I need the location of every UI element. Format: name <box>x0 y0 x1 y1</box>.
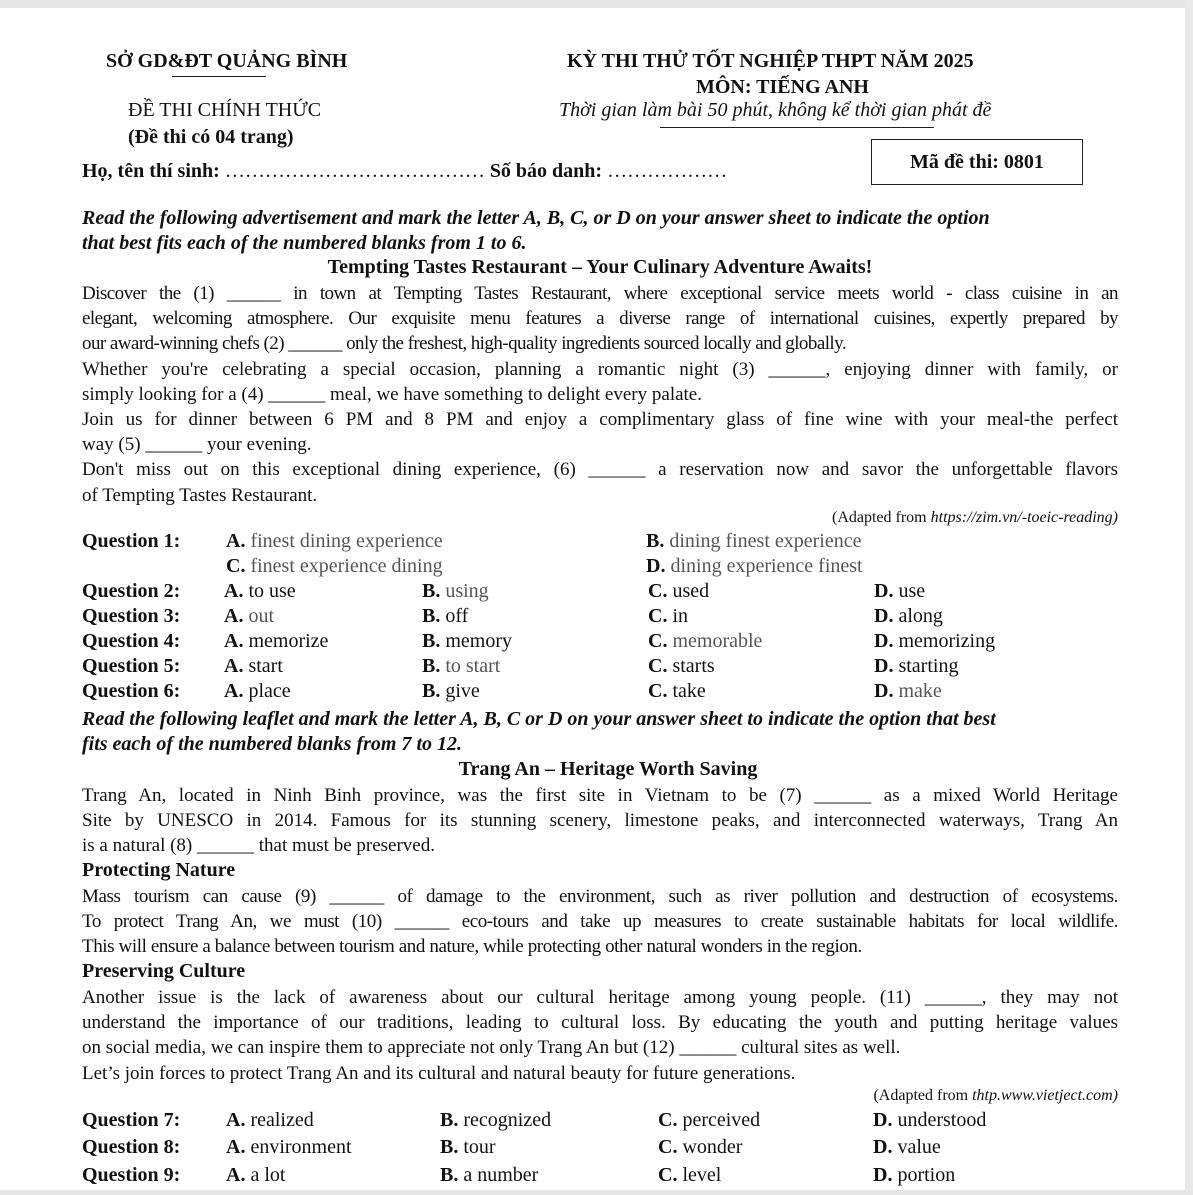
question-label: Question 3: <box>82 605 181 627</box>
option-b: B. memory <box>422 630 512 652</box>
section1-source <box>832 509 1118 527</box>
nature-paragraph <box>82 884 1118 960</box>
exam-code-box <box>871 139 1083 185</box>
leaflet-line: This will ensure a balance between tourism and nature, while protecting other natural wonders in the region. <box>82 936 862 958</box>
option-a: A. to use <box>224 580 296 602</box>
section1-title: Tempting Tastes Restaurant – Your Culinary Adventure Awaits! <box>327 256 873 278</box>
option-c: C. finest experience dining <box>226 555 443 577</box>
section2-instruction <box>82 707 1092 757</box>
option-d: D. value <box>873 1136 941 1158</box>
question-label: Question 5: <box>82 655 181 677</box>
option-b: B. to start <box>422 655 501 677</box>
option-a: A. environment <box>226 1136 352 1158</box>
question-label: Question 8: <box>82 1136 181 1158</box>
leaflet-line: Mass tourism can cause (9) ______ of damage to the environment, such as river pollution and destruction of ecosystems. <box>82 886 1118 907</box>
culture-paragraph <box>82 985 1118 1086</box>
time-note: Thời gian làm bài 50 phút, không kể thời gian phát đề <box>559 99 992 121</box>
option-c: C. perceived <box>658 1109 761 1131</box>
option-d: D. dining experience finest <box>646 555 863 577</box>
source-prefix: (Adapted from <box>873 1087 973 1104</box>
option-a: A. realized <box>226 1109 314 1131</box>
question-row-continued <box>82 555 1122 580</box>
ad-line: simply looking for a (4) ______ meal, we have something to delight every palate. <box>82 383 702 405</box>
leaflet-line: Another issue is the lack of awareness about our cultural heritage among young people. (11) ______, they may not <box>82 987 1118 1008</box>
option-c: C. in <box>648 605 689 627</box>
question-label: Question 9: <box>82 1164 181 1186</box>
leaflet-line: Trang An, located in Ninh Binh province, was the first site in Vietnam to be (7) ______ as a mixed World Heritage <box>82 785 1118 806</box>
leaflet-line: on social media, we can inspire them to appreciate not only Trang An but (12) ______ cultural sites as well. <box>82 1037 901 1059</box>
window-bottom-border <box>0 1190 1193 1195</box>
name-dots: ………………………………… <box>224 160 485 182</box>
exam-title: KỲ THI THỬ TỐT NGHIỆP THPT NĂM 2025 <box>567 50 974 72</box>
option-a: A. memorize <box>224 630 329 652</box>
name-label: Họ, tên thí sinh: <box>82 160 220 182</box>
leaflet-line: Let’s join forces to protect Trang An and its cultural and natural beauty for future generations. <box>82 1062 796 1084</box>
option-d: D. memorizing <box>874 630 996 652</box>
question-label: Question 1: <box>82 530 181 552</box>
option-c: C. wonder <box>658 1136 743 1158</box>
leaflet-line: understand the importance of our traditions, leading to cultural loss. By educating the youth and putting heritage values <box>82 1012 1118 1034</box>
option-d: D. make <box>874 680 942 702</box>
official-label: ĐỀ THI CHÍNH THỨC <box>128 99 322 121</box>
option-d: D. understood <box>873 1109 987 1131</box>
source-prefix: (Adapted from <box>831 509 931 526</box>
question-label: Question 6: <box>82 680 181 702</box>
option-b: B. recognized <box>440 1109 552 1131</box>
question-label: Question 4: <box>82 630 181 652</box>
option-d: D. starting <box>874 655 959 677</box>
question-row <box>82 605 1122 630</box>
leaflet-line: is a natural (8) ______ that must be preserved. <box>82 835 435 857</box>
dept-underline <box>172 76 266 77</box>
sbd-dots: ……………… <box>607 160 728 182</box>
dept-name: SỞ GD&ĐT QUẢNG BÌNH <box>106 50 348 72</box>
option-c: C. memorable <box>648 630 763 652</box>
ad-line: Don't miss out on this exceptional dining experience, (6) ______ a reservation now and savor the unforgettable flavors <box>82 459 1118 481</box>
heading-preserving-culture: Preserving Culture <box>82 960 246 982</box>
subject: MÔN: TIẾNG ANH <box>696 76 869 98</box>
option-d: D. along <box>874 605 943 627</box>
option-d: D. portion <box>873 1164 956 1186</box>
option-b: B. a number <box>440 1164 539 1186</box>
option-a: A. start <box>224 655 283 677</box>
heading-protecting-nature: Protecting Nature <box>82 859 236 881</box>
leaflet-line: Site by UNESCO in 2014. Famous for its stunning scenery, limestone peaks, and interconnected waterways, Trang An <box>82 810 1118 832</box>
section2-instruction-line: Read the following leaflet and mark the letter A, B, C or D on your answer sheet to indicate the option that best <box>82 708 996 730</box>
question-label: Question 2: <box>82 580 181 602</box>
option-a: A. place <box>224 680 291 702</box>
source-url: https://zim.vn/-toeic-reading) <box>930 509 1118 526</box>
option-c: C. starts <box>648 655 715 677</box>
option-b: B. off <box>422 605 469 627</box>
window-right-border <box>1185 0 1193 1195</box>
ad-line: of Tempting Tastes Restaurant. <box>82 484 318 506</box>
option-a: A. a lot <box>226 1164 286 1186</box>
option-a: A. finest dining experience <box>226 530 443 552</box>
option-d: D. use <box>874 580 926 602</box>
exam-code: Mã đề thi: 0801 <box>910 151 1044 173</box>
window-top-border <box>0 0 1193 8</box>
restaurant-advertisement <box>82 281 1118 508</box>
section2-instruction-line: fits each of the numbered blanks from 7 to 12. <box>82 733 463 755</box>
question-label: Question 7: <box>82 1109 181 1131</box>
option-b: B. dining finest experience <box>646 530 862 552</box>
question-row <box>82 1109 1122 1134</box>
question-row <box>82 680 1122 705</box>
option-a: A. out <box>224 605 275 627</box>
section2-source <box>873 1087 1118 1105</box>
pages-note: (Đề thi có 04 trang) <box>128 126 294 148</box>
question-row <box>82 1136 1122 1161</box>
section1-instruction-line: Read the following advertisement and mark the letter A, B, C, or D on your answer sheet to indicate the option <box>82 207 990 229</box>
section2-title: Trang An – Heritage Worth Saving <box>458 758 758 780</box>
question-row <box>82 655 1122 680</box>
time-underline <box>660 127 934 128</box>
option-c: C. take <box>648 680 706 702</box>
question-row <box>82 530 1122 555</box>
option-b: B. give <box>422 680 480 702</box>
trang-an-intro <box>82 783 1118 859</box>
leaflet-line: To protect Trang An, we must (10) ______ eco-tours and take up measures to create sustainable habitats for local wildlife. <box>82 911 1118 933</box>
sbd-label: Số báo danh: <box>489 160 603 182</box>
section1-instruction-line: that best fits each of the numbered blanks from 1 to 6. <box>82 232 527 254</box>
ad-line: Whether you're celebrating a special occasion, planning a romantic night (3) ______, enjoying dinner with family, or <box>82 358 1118 380</box>
question-row <box>82 630 1122 655</box>
ad-line: way (5) ______ your evening. <box>82 434 312 456</box>
ad-line: elegant, welcoming atmosphere. Our exquisite menu features a diverse range of international cuisines, expertly prepared by <box>82 308 1118 330</box>
candidate-line <box>82 160 727 183</box>
section1-instruction <box>82 206 1122 256</box>
option-b: B. using <box>422 580 489 602</box>
ad-line: our award-winning chefs (2) ______ only the freshest, high-quality ingredients sourced locally and globally. <box>82 333 847 355</box>
question-row <box>82 1164 1122 1189</box>
option-b: B. tour <box>440 1136 496 1158</box>
option-c: C. used <box>648 580 710 602</box>
option-c: C. level <box>658 1164 722 1186</box>
ad-line: Discover the (1) ______ in town at Tempting Tastes Restaurant, where exceptional service meets world - class cuisine in an <box>82 283 1118 304</box>
ad-line: Join us for dinner between 6 PM and 8 PM and enjoy a complimentary glass of fine wine with your meal-the perfect <box>82 409 1118 431</box>
source-url: thtp.www.vietject.com) <box>972 1087 1118 1104</box>
question-row <box>82 580 1122 605</box>
